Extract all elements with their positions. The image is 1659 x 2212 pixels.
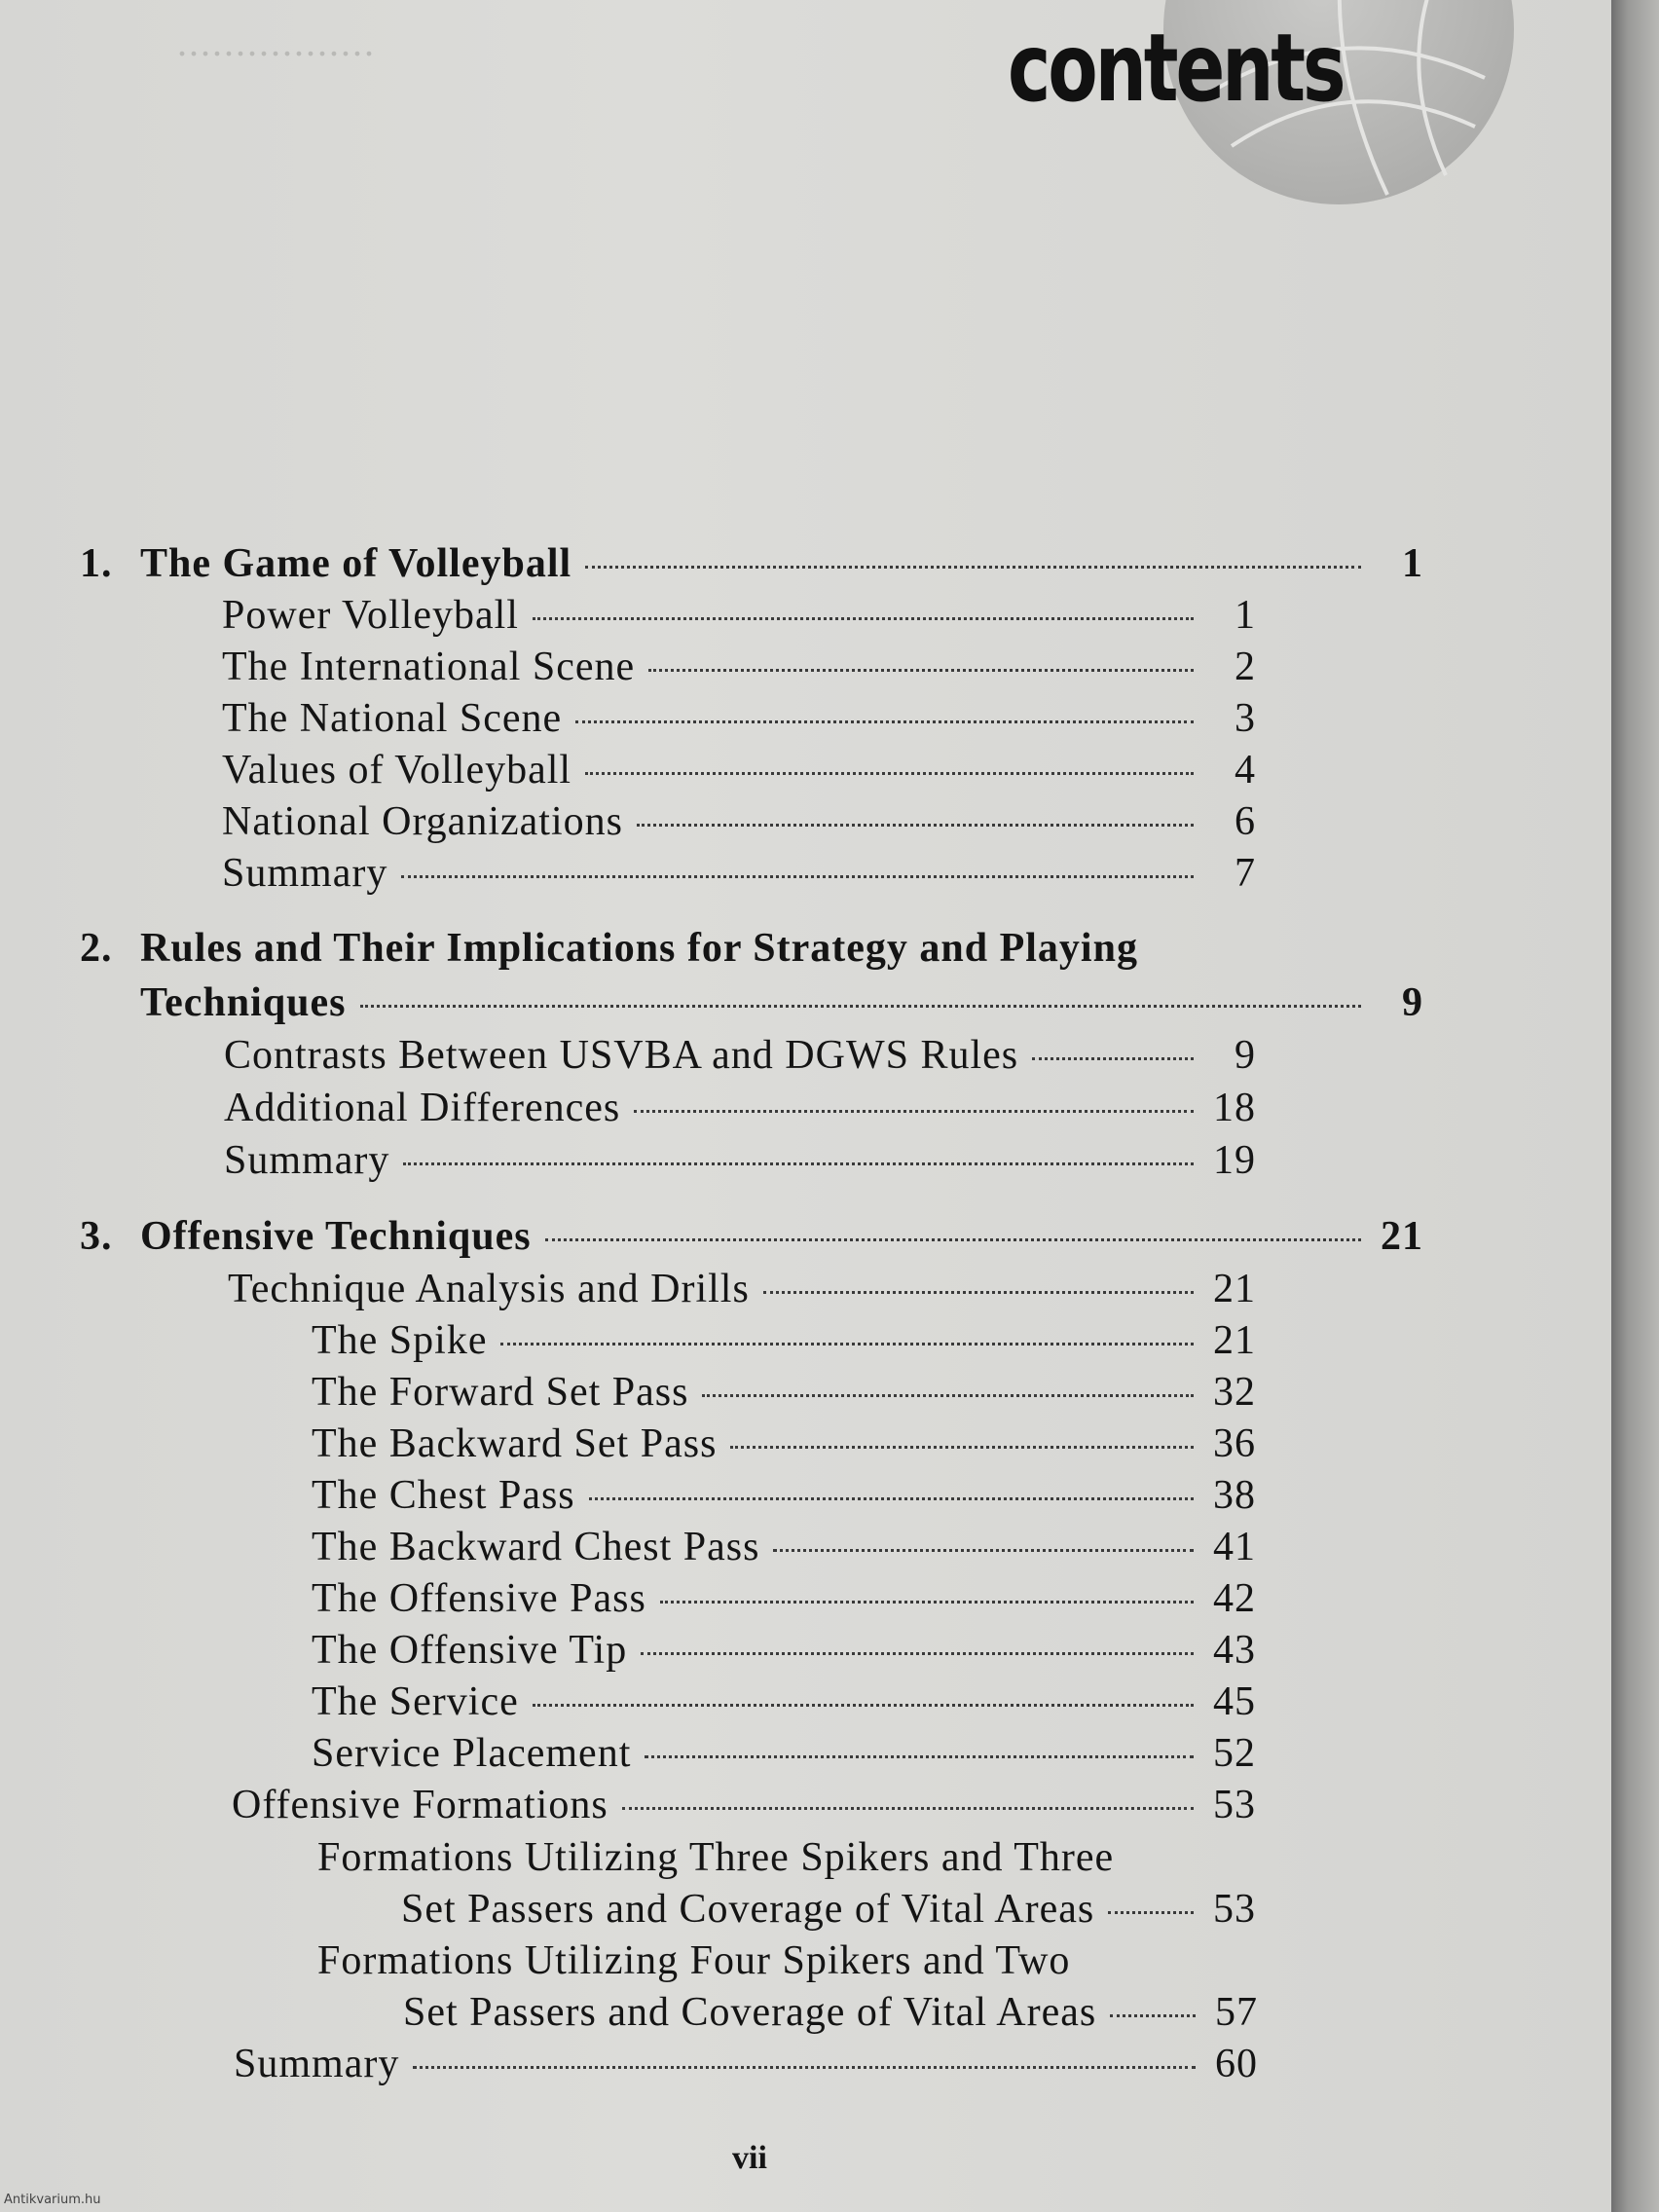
toc-subsection	[312, 1524, 1256, 1570]
section-title: Contrasts Between USVBA and DGWS Rules	[224, 1033, 1019, 1078]
dot-leader	[645, 1755, 1194, 1758]
section-title: Summary	[222, 851, 388, 896]
toc-section	[232, 1782, 1256, 1828]
toc-section	[228, 1266, 1256, 1312]
page-number: 9	[1402, 980, 1423, 1025]
page-number: 9	[1235, 1033, 1256, 1078]
section-title: Summary	[234, 2042, 400, 2086]
toc-subsection	[312, 1369, 1256, 1416]
subsection-title: The Backward Chest Pass	[312, 1525, 760, 1569]
section-title: Power Volleyball	[222, 593, 519, 638]
page-number: 43	[1213, 1628, 1256, 1673]
section-title: The National Scene	[222, 696, 563, 741]
subsection-title: Service Placement	[312, 1731, 632, 1776]
section-title: Additional Differences	[224, 1086, 621, 1130]
subsection-title: The Chest Pass	[312, 1473, 575, 1518]
page-number: 6	[1235, 799, 1256, 844]
page-number: 32	[1213, 1370, 1256, 1415]
page-number: 60	[1215, 2042, 1258, 2086]
dot-leader	[634, 1110, 1194, 1113]
page-number: 19	[1213, 1138, 1256, 1183]
subsection-title: The Backward Set Pass	[312, 1421, 718, 1466]
dot-leader	[401, 875, 1194, 878]
chapter-number: 1.	[80, 541, 113, 586]
section-title: National Organizations	[222, 799, 623, 844]
toc-subsection	[312, 1575, 1256, 1622]
subsection-title: The Offensive Tip	[312, 1628, 628, 1673]
page-number: 1	[1235, 593, 1256, 638]
toc-subsection	[312, 1730, 1256, 1777]
toc-section	[224, 1137, 1256, 1184]
page-number: 3	[1235, 696, 1256, 741]
watermark: Antikvarium.hu	[4, 2193, 101, 2207]
subsection-title: The Service	[312, 1679, 519, 1724]
toc-section	[222, 850, 1256, 897]
toc-section	[222, 592, 1256, 639]
subsection-title: The Forward Set Pass	[312, 1370, 689, 1415]
page-heading: contents	[1008, 14, 1344, 123]
chapter-title: Rules and Their Implications for Strategy and Playing	[140, 926, 1138, 971]
toc-section	[224, 1085, 1256, 1131]
dot-leader	[641, 1652, 1194, 1655]
toc-section	[224, 1032, 1256, 1079]
page-number: 18	[1213, 1086, 1256, 1130]
toc-subsection	[312, 1472, 1256, 1519]
dot-leader	[575, 720, 1194, 723]
chapter-title: Techniques	[140, 980, 347, 1025]
show-through-text: .................	[175, 20, 374, 64]
toc-subsection	[312, 1627, 1256, 1674]
page-number: 42	[1213, 1576, 1256, 1621]
toc-chapter-3	[80, 1213, 1423, 1260]
section-title: Offensive Formations	[232, 1783, 608, 1827]
page-number: 45	[1213, 1679, 1256, 1724]
page-number: 53	[1213, 1783, 1256, 1827]
dot-leader	[585, 772, 1194, 775]
dot-leader	[763, 1291, 1194, 1294]
dot-leader	[702, 1394, 1194, 1397]
chapter-number: 2.	[80, 926, 113, 971]
dot-leader	[589, 1497, 1194, 1500]
dot-leader	[545, 1238, 1361, 1241]
dot-leader	[622, 1807, 1194, 1810]
toc-section	[222, 644, 1256, 690]
toc-subsection	[312, 1317, 1256, 1364]
dot-leader	[500, 1343, 1194, 1346]
toc-subsection	[401, 1886, 1256, 1933]
page-number: 21	[1213, 1267, 1256, 1311]
page-number: 7	[1235, 851, 1256, 896]
page-number: 53	[1213, 1887, 1256, 1932]
section-title: Summary	[224, 1138, 390, 1183]
page-number: 57	[1215, 1990, 1258, 2035]
subsection-title: The Spike	[312, 1318, 488, 1363]
toc-subsection	[312, 1420, 1256, 1467]
dot-leader	[533, 1704, 1194, 1707]
page-number: 21	[1213, 1318, 1256, 1363]
section-title: The International Scene	[222, 645, 636, 689]
toc-section	[222, 695, 1256, 742]
dot-leader	[637, 824, 1194, 827]
page-number: 21	[1381, 1214, 1423, 1259]
dot-leader	[360, 1005, 1361, 1008]
toc-chapter-1	[80, 540, 1423, 587]
subsection-title: The Offensive Pass	[312, 1576, 646, 1621]
toc-subsection	[312, 1678, 1256, 1725]
page-folio: vii	[732, 2140, 767, 2176]
dot-leader	[730, 1446, 1194, 1449]
page-number: 2	[1235, 645, 1256, 689]
dot-leader	[1110, 2014, 1196, 2017]
toc-chapter-2-line1	[80, 925, 1138, 972]
dot-leader	[648, 669, 1194, 672]
dot-leader	[533, 617, 1194, 620]
page-number: 36	[1213, 1421, 1256, 1466]
book-gutter	[1611, 0, 1659, 2212]
toc-subsection	[403, 1989, 1258, 2036]
toc-subsection-line1: Formations Utilizing Four Spikers and Two	[317, 1938, 1071, 1983]
chapter-number: 3.	[80, 1214, 113, 1259]
toc-chapter-2	[140, 979, 1423, 1026]
chapter-title: Offensive Techniques	[140, 1214, 532, 1259]
section-title: Technique Analysis and Drills	[228, 1267, 750, 1311]
toc-section	[234, 2041, 1258, 2087]
dot-leader	[660, 1601, 1194, 1604]
section-title: Values of Volleyball	[222, 748, 572, 793]
toc-subsection-line1: Formations Utilizing Three Spikers and Three	[317, 1835, 1115, 1880]
page-number: 4	[1235, 748, 1256, 793]
chapter-title: The Game of Volleyball	[140, 541, 572, 586]
dot-leader	[1032, 1057, 1194, 1060]
page-number: 41	[1213, 1525, 1256, 1569]
page-number: 1	[1402, 541, 1423, 586]
dot-leader	[773, 1549, 1194, 1552]
subsection-title: Set Passers and Coverage of Vital Areas	[401, 1887, 1095, 1932]
dot-leader	[1108, 1911, 1194, 1914]
page-number: 52	[1213, 1731, 1256, 1776]
subsection-title: Set Passers and Coverage of Vital Areas	[403, 1990, 1097, 2035]
toc-section	[222, 798, 1256, 845]
page-number: 38	[1213, 1473, 1256, 1518]
toc-section	[222, 747, 1256, 793]
dot-leader	[585, 566, 1361, 569]
dot-leader	[403, 1162, 1194, 1165]
dot-leader	[413, 2066, 1196, 2069]
